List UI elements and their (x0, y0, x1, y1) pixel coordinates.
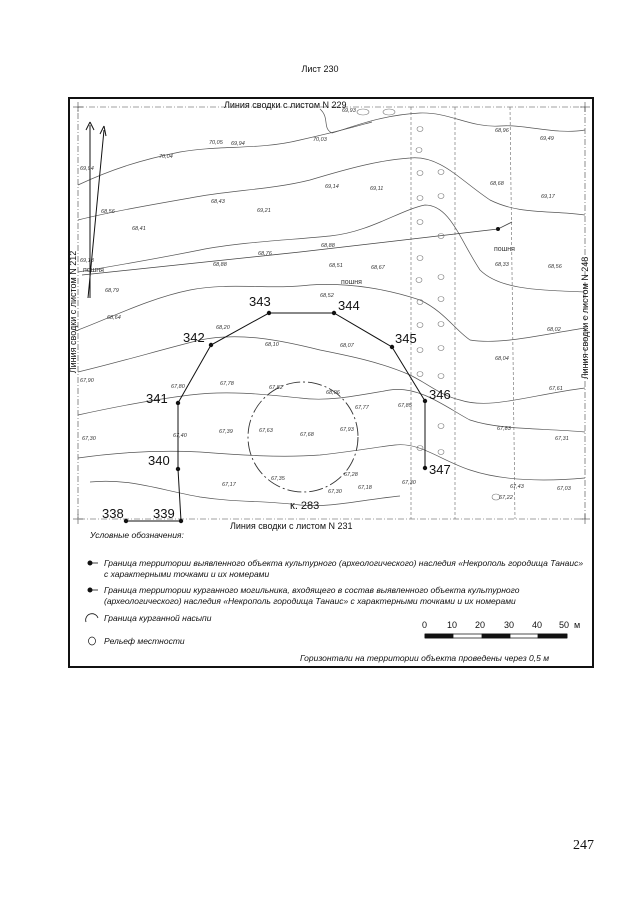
elevation-labels (80, 108, 572, 501)
elevation-label: 68,68 (490, 181, 504, 187)
legend-item: Граница территории курганного могильника, входящего в состав выявленного объекта культурного (археологического) наследия «Некрополь городища Танаис» с характерными точками и их номерами (104, 585, 520, 606)
boundary-point (176, 467, 180, 471)
elevation-label: 68,88 (213, 262, 227, 268)
elevation-label: 67,77 (355, 405, 369, 411)
elevation-label: 67,31 (555, 436, 569, 442)
elevation-label: 67,85 (398, 403, 412, 409)
elevation-label: 68,64 (107, 315, 121, 321)
elevation-label: 68,56 (548, 264, 562, 270)
elevation-label: 67,30 (328, 489, 342, 495)
edge-label-top: Линия сводки с листом N 229 (224, 100, 347, 110)
elevation-label: 70,05 (209, 140, 223, 146)
boundary-point-label: 343 (249, 294, 271, 309)
legend-item: Рельеф местности (104, 636, 185, 646)
boundary-point (176, 401, 180, 405)
elevation-label: 68,51 (329, 263, 343, 269)
contour-interval-note: Горизонтали на территории объекта проведены через 0,5 м (300, 653, 550, 663)
boundary-point (209, 343, 213, 347)
elevation-label: 68,56 (101, 209, 115, 215)
elevation-label: 68,67 (371, 265, 385, 271)
elevation-label: 67,22 (499, 495, 513, 501)
boundary-point (179, 519, 183, 523)
elevation-label: 68,20 (216, 325, 230, 331)
elevation-label: 68,52 (320, 293, 334, 299)
scale-tick: 0 (422, 620, 428, 630)
elevation-label: 68,04 (495, 356, 509, 362)
scale-tick: 10 (447, 620, 458, 630)
scale-tick: 40 (532, 620, 543, 630)
elevation-label: 68,33 (495, 262, 509, 268)
edge-label-left: Линия сводки с листом N 212 (68, 250, 78, 374)
elevation-label: 67,93 (340, 427, 354, 433)
elevation-label: 67,80 (171, 384, 185, 390)
legend-item: Граница курганной насыпи (104, 613, 212, 623)
elevation-label: 69,49 (540, 136, 554, 142)
boundary-point-label: 338 (102, 506, 124, 521)
edge-label-bottom: Линия сводки с листом N 231 (230, 521, 353, 531)
elevation-label: 68,88 (321, 243, 335, 249)
elevation-label: 68,76 (258, 251, 272, 257)
elevation-label: 70,04 (159, 154, 173, 160)
elevation-label: 67,30 (82, 436, 96, 442)
elevation-label: 67,35 (271, 476, 285, 482)
elevation-label: 67,28 (344, 472, 358, 478)
edge-label-right: Линия сводки с листом N 248 (580, 256, 590, 380)
elevation-label: 67,68 (300, 432, 314, 438)
field-label: пошня (83, 267, 104, 274)
elevation-label: 68,07 (340, 343, 354, 349)
legend-item: Граница территории выявленного объекта культурного (археологического) наследия «Некрополь городища Танаис» с характерными точками и их номерами (104, 558, 584, 579)
field-corner-point (496, 227, 500, 231)
elevation-label: 67,43 (510, 484, 524, 490)
elevation-label: 67,18 (358, 485, 372, 491)
sheet-title: Лист 230 (301, 64, 339, 74)
elevation-label: 67,90 (80, 378, 94, 384)
boundary-point-label: 345 (395, 331, 417, 346)
elevation-label: 69,13 (80, 258, 94, 264)
boundary-point (267, 311, 271, 315)
elevation-label: 70,03 (313, 137, 327, 143)
elevation-label: 69,93 (342, 108, 356, 114)
elevation-label: 69,17 (541, 194, 555, 200)
elevation-label: 67,40 (173, 433, 187, 439)
elevation-label: 67,63 (259, 428, 273, 434)
scale-tick: 30 (504, 620, 515, 630)
elevation-label: 67,82 (269, 385, 283, 391)
elevation-label: 68,02 (547, 327, 561, 333)
elevation-label: 69,11 (370, 186, 384, 192)
elevation-label: 68,41 (132, 226, 146, 232)
elevation-label: 69,94 (80, 166, 94, 172)
elevation-label: 68,06 (326, 390, 340, 396)
legend-symbols (86, 561, 98, 645)
elevation-label: 67,39 (219, 429, 233, 435)
boundary-point (390, 345, 394, 349)
elevation-label: 67,03 (557, 486, 571, 492)
elevation-label: 68,43 (211, 199, 225, 205)
field-boundary (82, 222, 512, 275)
kurgan-label: к. 283 (290, 500, 320, 512)
elevation-label: 69,21 (257, 208, 271, 214)
boundary-point (423, 399, 427, 403)
scale-tick: 50 (559, 620, 570, 630)
boundary-point-label: 339 (153, 506, 175, 521)
boundary-point (332, 311, 336, 315)
boundary-point-label: 346 (429, 387, 451, 402)
boundary-point-label: 344 (338, 298, 360, 313)
elevation-label: 67,30 (402, 480, 416, 486)
road-lines (411, 107, 515, 519)
boundary-point-label: 340 (148, 453, 170, 468)
field-label: пошня (341, 279, 362, 286)
boundary-point-label: 342 (183, 330, 205, 345)
legend-heading: Условные обозначения: (90, 530, 184, 540)
elevation-label: 69,14 (325, 184, 339, 190)
page-number: 247 (573, 838, 594, 853)
elevation-label: 67,78 (220, 381, 234, 387)
elevation-label: 69,94 (231, 141, 245, 147)
elevation-label: 68,96 (495, 128, 509, 134)
elevation-label: 67,83 (497, 426, 511, 432)
elevation-label: 67,17 (222, 482, 236, 488)
contour-lines (78, 109, 585, 506)
field-label: пошня (494, 246, 515, 253)
elevation-label: 68,10 (265, 342, 279, 348)
boundary-point (124, 519, 128, 523)
boundary-point-label: 341 (146, 391, 168, 406)
scale-tick: 20 (475, 620, 486, 630)
boundary-point (423, 466, 427, 470)
elevation-label: 68,79 (105, 288, 119, 294)
elevation-label: 67,61 (549, 386, 563, 392)
scale-unit: м (574, 620, 581, 630)
boundary-point-label: 347 (429, 462, 451, 477)
